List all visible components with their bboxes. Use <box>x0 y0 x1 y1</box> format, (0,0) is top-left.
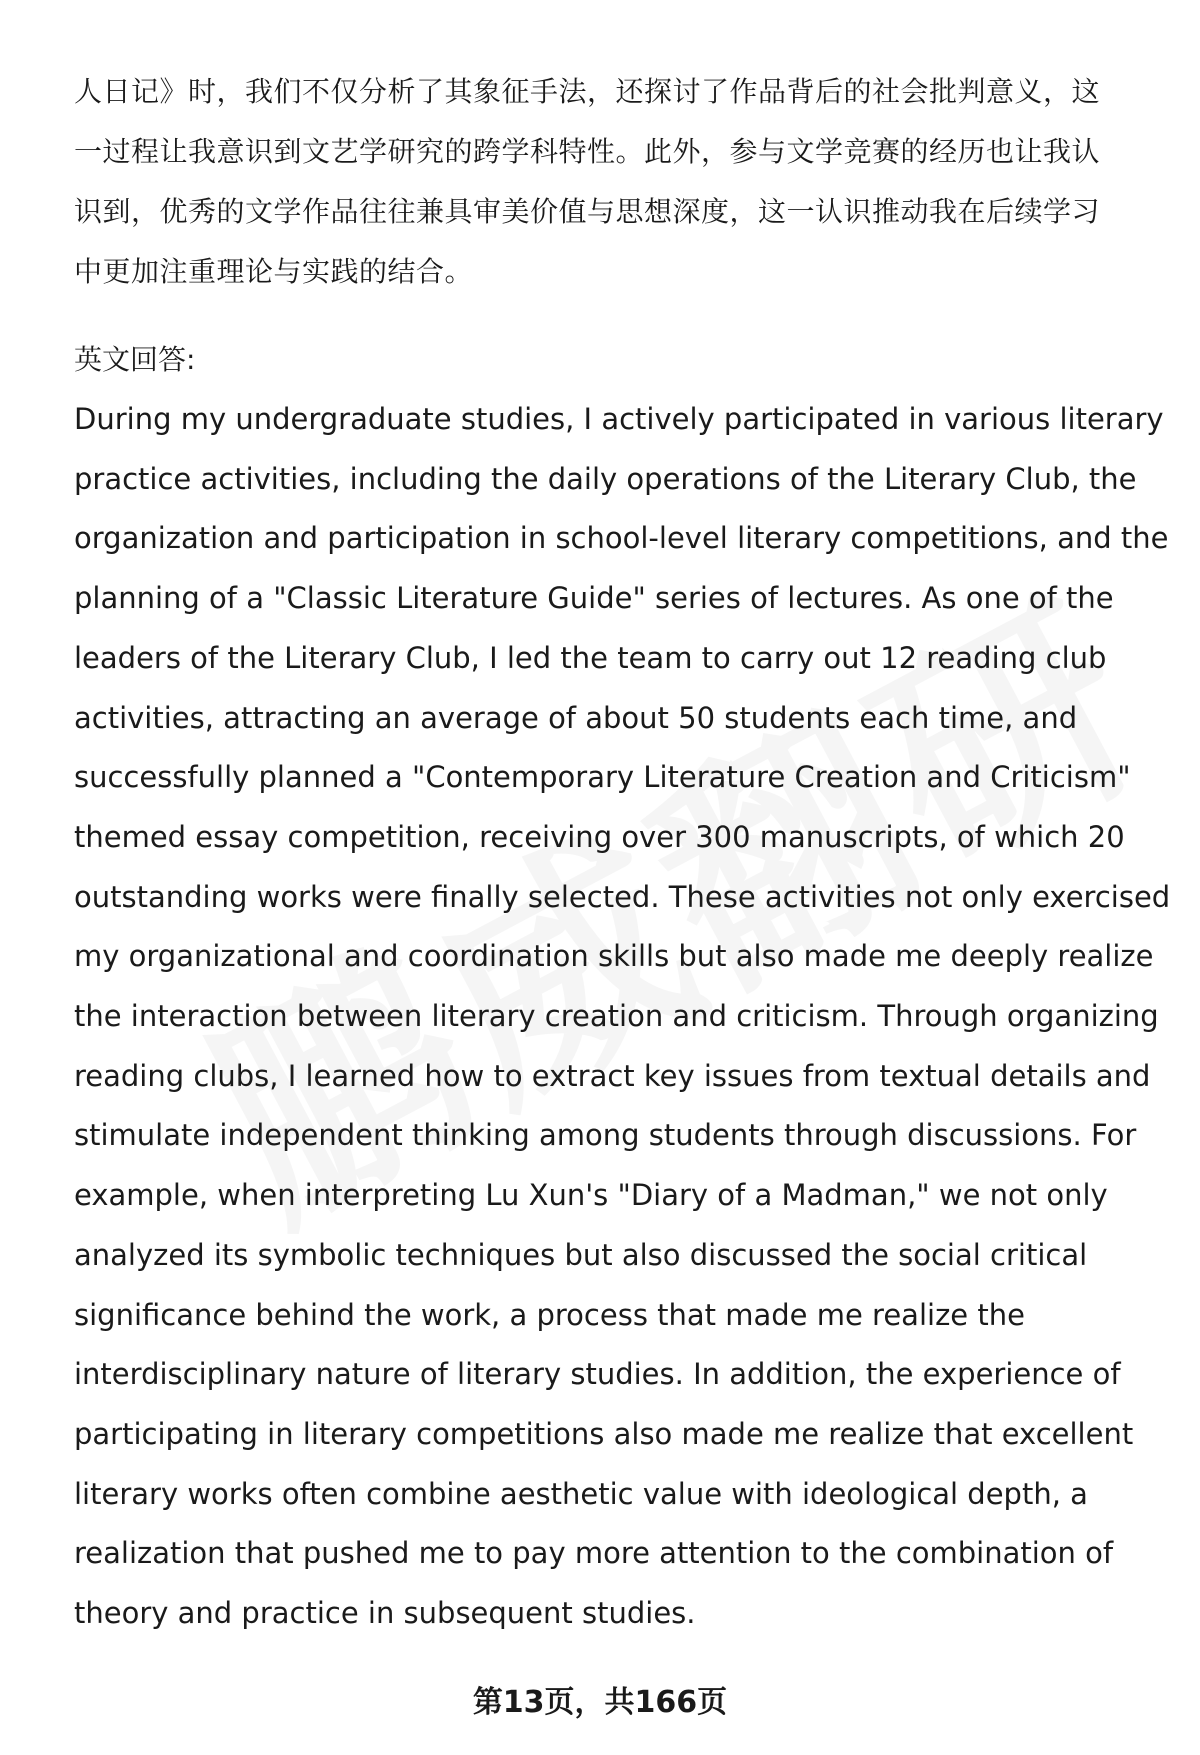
chinese-line: 一过程让我意识到文艺学研究的跨学科特性。此外，参与文学竞赛的经历也让我认 <box>74 135 1101 168</box>
english-line: activities, attracting an average of about 50 students each time, and <box>74 700 1078 735</box>
english-line: outstanding works were finally selected. These activities not only exercised <box>74 879 1171 914</box>
english-line: successfully planned a "Contemporary Literature Creation and Criticism" <box>74 760 1131 795</box>
english-line: interdisciplinary nature of literary studies. In addition, the experience of <box>74 1357 1121 1392</box>
english-line: organization and participation in school-level literary competitions, and the <box>74 521 1169 556</box>
chinese-line: 中更加注重理论与实践的结合。 <box>74 255 474 288</box>
english-line: significance behind the work, a process that made me realize the <box>74 1297 1025 1332</box>
english-line: my organizational and coordination skills but also made me deeply realize <box>74 939 1154 974</box>
english-line: realization that pushed me to pay more attention to the combination of <box>74 1536 1114 1571</box>
english-line: themed essay competition, receiving over 300 manuscripts, of which 20 <box>74 819 1125 854</box>
english-line: theory and practice in subsequent studies. <box>74 1596 696 1631</box>
english-line: practice activities, including the daily operations of the Literary Club, the <box>74 461 1137 496</box>
chinese-paragraph <box>74 62 1154 302</box>
page-number-footer: 第13页，共166页 <box>472 1685 728 1720</box>
english-line: planning of a "Classic Literature Guide" series of lectures. As one of the <box>74 581 1114 616</box>
english-line: reading clubs, I learned how to extract key issues from textual details and <box>74 1058 1151 1093</box>
english-line: stimulate independent thinking among students through discussions. For <box>74 1118 1137 1153</box>
english-line: literary works often combine aesthetic value with ideological depth, a <box>74 1476 1088 1511</box>
english-paragraph <box>74 390 1171 1644</box>
english-line: analyzed its symbolic techniques but also discussed the social critical <box>74 1237 1088 1272</box>
page-content <box>74 62 1171 1644</box>
english-line: example, when interpreting Lu Xun's "Diary of a Madman," we not only <box>74 1178 1108 1213</box>
english-line: leaders of the Literary Club, I led the team to carry out 12 reading club <box>74 640 1107 675</box>
english-answer-label: 英文回答: <box>74 343 196 376</box>
english-line: participating in literary competitions also made me realize that excellent <box>74 1416 1134 1451</box>
english-line: During my undergraduate studies, I actively participated in various literary <box>74 402 1164 436</box>
chinese-line: 识到，优秀的文学作品往往兼具审美价值与思想深度，这一认识推动我在后续学习 <box>74 195 1101 228</box>
chinese-line: 人日记》时，我们不仅分析了其象征手法，还探讨了作品背后的社会批判意义，这 <box>74 75 1101 108</box>
english-line: the interaction between literary creation and criticism. Through organizing <box>74 999 1159 1034</box>
